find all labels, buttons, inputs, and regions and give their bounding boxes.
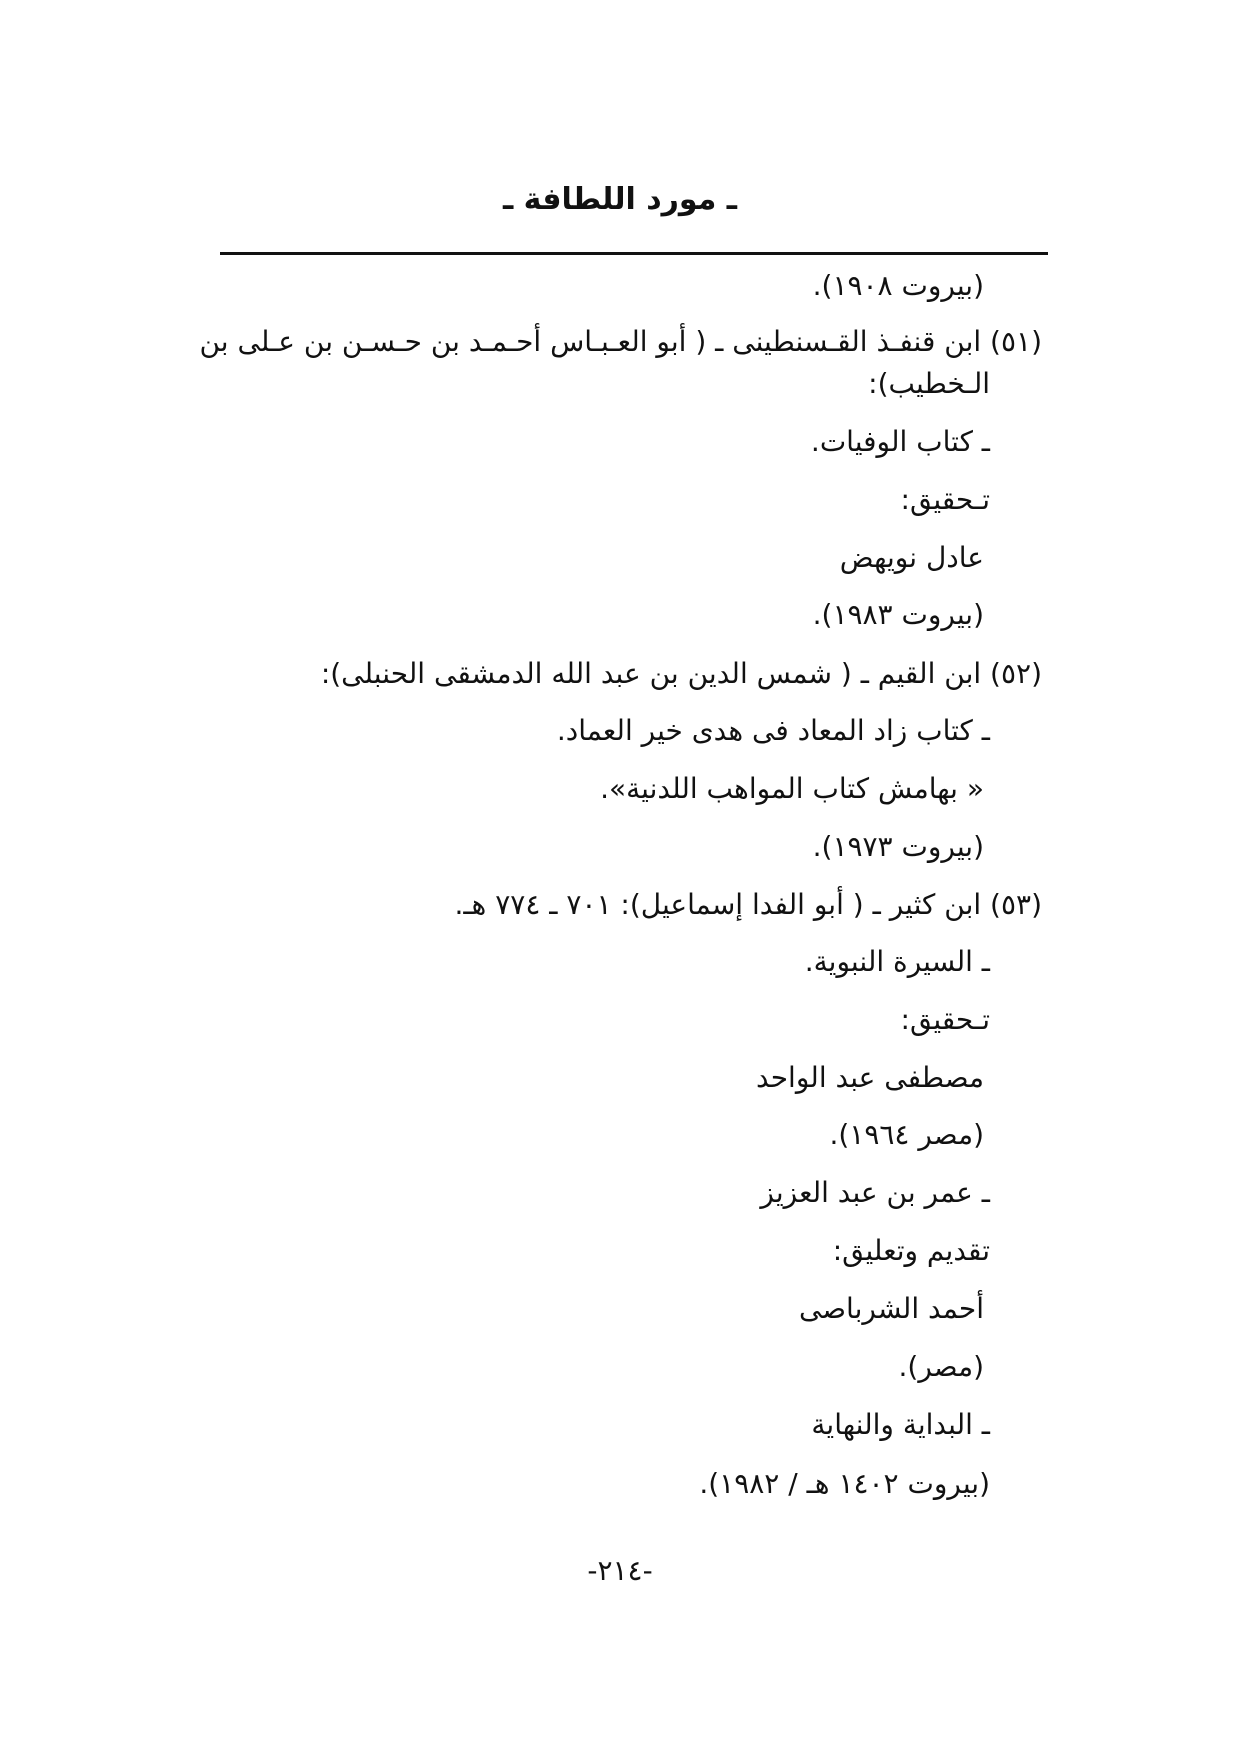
page-number: -٢١٤- (587, 1554, 653, 1587)
text-line: عادل نويهض (839, 541, 984, 574)
text-line: (مصر ١٩٦٤). (829, 1118, 984, 1151)
text-line: (بيروت ١٩٧٣). (812, 830, 984, 863)
text-line: ـ كتاب الوفيات. (810, 425, 990, 458)
entry-53-heading: (٥٣) ابن كثير ـ ( أبو الفدا إسماعيل): ٧٠١ ـ ٧٧٤ هـ. (454, 888, 1042, 921)
entry-52-heading: (٥٢) ابن القيم ـ ( شمس الدين بن عبد الله الدمشقى الحنبلى): (320, 657, 1042, 690)
text-line: (بيروت ١٤٠٢ هـ / ١٩٨٢). (699, 1467, 990, 1500)
header-rule (220, 252, 1048, 255)
text-line: مصطفى عبد الواحد (756, 1061, 984, 1094)
text-line: تـحقيق: (900, 1003, 990, 1036)
text-line: تقديم وتعليق: (832, 1234, 990, 1267)
text-line: (مصر). (898, 1350, 984, 1383)
text-line: ـ كتاب زاد المعاد فى هدى خير العماد. (556, 714, 990, 747)
text-line: (بيروت ١٩٠٨). (812, 269, 984, 302)
text-line: « بهامش كتاب المواهب اللدنية». (600, 772, 984, 805)
text-line: (بيروت ١٩٨٣). (812, 598, 984, 631)
running-header: ـ مورد اللطافة ـ (502, 182, 737, 217)
text-line: ـ عمر بن عبد العزيز (760, 1176, 990, 1209)
text-line: تـحقيق: (900, 483, 990, 516)
text-line: ـ السيرة النبوية. (804, 945, 990, 978)
text-line: ـ البداية والنهاية (811, 1408, 990, 1441)
text-line: الـخطيب): (868, 367, 990, 400)
entry-51-heading: (٥١) ابن قنفـذ القـسنطينى ـ ( أبو العـبـاس أحـمـد بن حـسـن بن عـلى بن (199, 325, 1042, 358)
text-line: أحمد الشرباصى (798, 1292, 984, 1325)
